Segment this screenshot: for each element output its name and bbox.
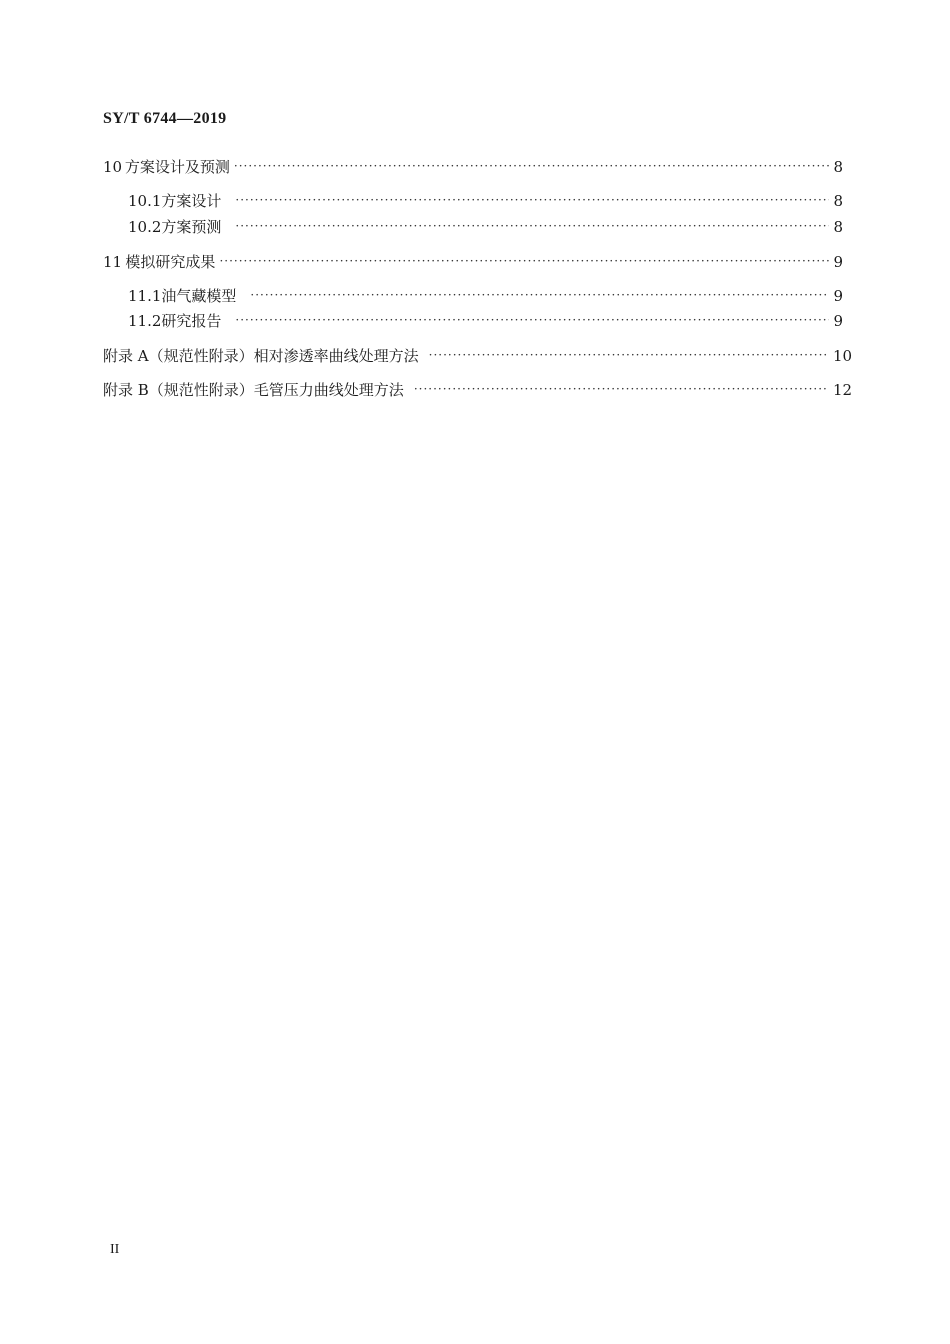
toc-dot-leader xyxy=(429,345,829,365)
toc-entry-title: 毛管压力曲线处理方法 xyxy=(253,381,404,399)
toc-entry-page: 9 xyxy=(833,312,843,330)
toc-entry-10[interactable] xyxy=(103,157,843,178)
toc-entry-10-1[interactable] xyxy=(128,191,843,212)
toc-entry-page: 8 xyxy=(833,192,843,210)
toc-entry-number: 11 xyxy=(103,253,123,271)
toc-entry-title: 研究报告 xyxy=(161,312,222,330)
toc-entry-number: 11.1 xyxy=(128,287,162,305)
toc-dot-leader xyxy=(219,251,829,271)
toc-entry-title: 相对渗透率曲线处理方法 xyxy=(253,347,419,365)
toc-entry-number: 附录 B（规范性附录） xyxy=(103,381,254,399)
toc-dot-leader xyxy=(414,379,829,399)
toc-entry-page: 10 xyxy=(833,347,853,365)
toc-entry-appendix-b[interactable] xyxy=(103,380,853,401)
document-code-header: SY/T 6744—2019 xyxy=(103,110,227,127)
toc-entry-title: 方案设计及预测 xyxy=(124,158,230,176)
toc-entry-page: 12 xyxy=(833,381,853,399)
toc-dot-leader xyxy=(234,156,829,176)
toc-entry-page: 9 xyxy=(833,253,843,271)
toc-entry-number: 10 xyxy=(103,158,123,176)
toc-entry-page: 8 xyxy=(833,158,843,176)
page-number-footer: II xyxy=(110,1242,120,1257)
toc-entry-number: 11.2 xyxy=(128,312,162,330)
toc-entry-page: 8 xyxy=(833,218,843,236)
toc-entry-title: 方案预测 xyxy=(161,218,222,236)
toc-entry-10-2[interactable] xyxy=(128,217,843,238)
toc-dot-leader xyxy=(250,285,829,305)
toc-entry-11[interactable] xyxy=(103,252,843,273)
toc-entry-title: 油气藏模型 xyxy=(161,287,237,305)
toc-entry-title: 方案设计 xyxy=(161,192,222,210)
toc-entry-page: 9 xyxy=(833,287,843,305)
toc-dot-leader xyxy=(235,190,829,210)
toc-entry-number: 10.2 xyxy=(128,218,162,236)
toc-entry-11-1[interactable] xyxy=(128,286,843,307)
toc-entry-number: 10.1 xyxy=(128,192,162,210)
toc-dot-leader xyxy=(235,216,829,236)
toc-entry-title: 模拟研究成果 xyxy=(125,253,216,271)
toc-dot-leader xyxy=(235,310,829,330)
toc-entry-11-2[interactable] xyxy=(128,311,843,332)
toc-entry-appendix-a[interactable] xyxy=(103,346,853,367)
toc-entry-number: 附录 A（规范性附录） xyxy=(103,347,254,365)
